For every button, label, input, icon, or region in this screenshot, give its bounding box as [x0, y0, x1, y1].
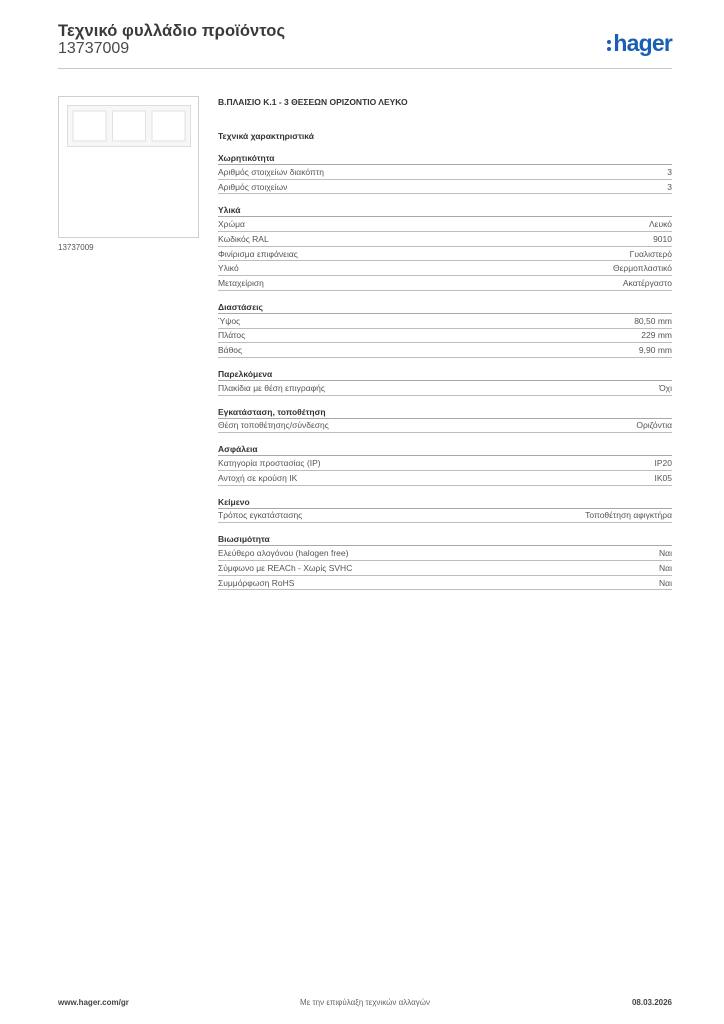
spec-row	[218, 180, 672, 195]
spec-row	[218, 217, 672, 232]
spec-label: Φινίρισμα επιφάνειας	[218, 248, 298, 259]
spec-label: Μεταχείριση	[218, 277, 264, 288]
spec-section	[218, 204, 672, 290]
frame-3-gang-image	[67, 105, 191, 147]
hager-logo	[607, 30, 672, 56]
spec-value: 9,90 mm	[638, 345, 672, 356]
spec-sections	[218, 152, 672, 590]
spec-value: 3	[667, 166, 672, 177]
product-name: Β.ΠΛΑΙΣΙΟ Κ.1 - 3 ΘΕΣΕΩΝ ΟΡΙΖΟΝΤΙΟ ΛΕΥΚΟ	[218, 97, 408, 107]
section-title: Χωρητικότητα	[218, 152, 672, 165]
spec-section	[218, 496, 672, 524]
spec-row	[218, 276, 672, 291]
spec-label: Πλακίδια με θέση επιγραφής	[218, 382, 325, 393]
spec-label: Κωδικός RAL	[218, 233, 269, 244]
spec-label: Θέση τοποθέτησης/σύνδεσης	[218, 420, 329, 431]
spec-section	[218, 406, 672, 434]
spec-section	[218, 368, 672, 396]
spec-label: Κατηγορία προστασίας (IP)	[218, 458, 321, 469]
section-title: Παρελκόμενα	[218, 368, 672, 381]
page-header	[58, 20, 672, 68]
section-title: Βιωσιμότητα	[218, 533, 672, 546]
logo-dots-icon	[607, 40, 611, 51]
spec-row	[218, 261, 672, 276]
spec-value: 9010	[653, 233, 672, 244]
spec-section	[218, 301, 672, 358]
spec-section	[218, 443, 672, 485]
spec-value: Οριζόντια	[636, 420, 672, 431]
spec-value: Ναι	[659, 562, 672, 573]
spec-label: Βάθος	[218, 345, 243, 356]
spec-label: Χρώμα	[218, 219, 245, 230]
spec-value: 80,50 mm	[634, 315, 672, 326]
spec-value: Ναι	[659, 577, 672, 588]
spec-row	[218, 471, 672, 486]
spec-value: Θερμοπλαστικό	[612, 263, 672, 274]
spec-value: 3	[667, 181, 672, 192]
footer-note: Με την επιφύλαξη τεχνικών αλλαγών	[300, 998, 430, 1007]
section-title: Διαστάσεις	[218, 301, 672, 314]
spec-row	[218, 546, 672, 561]
spec-row	[218, 456, 672, 471]
spec-value: Ναι	[659, 548, 672, 559]
spec-value: Όχι	[659, 382, 672, 393]
spec-row	[218, 509, 672, 524]
spec-row	[218, 343, 672, 358]
spec-value: 229 mm	[641, 330, 672, 341]
page-footer	[58, 998, 672, 1012]
spec-value: Ακατέργαστο	[622, 277, 672, 288]
spec-label: Υλικό	[218, 263, 239, 274]
spec-row	[218, 419, 672, 434]
spec-value: IP20	[654, 458, 672, 469]
spec-label: Συμμόρφωση RoHS	[218, 577, 295, 588]
document-title: Τεχνικό φυλλάδιο προϊόντος	[58, 22, 286, 40]
header-divider	[58, 68, 672, 69]
spec-label: Ύψος	[218, 315, 241, 326]
spec-row	[218, 165, 672, 180]
spec-section	[218, 152, 672, 194]
section-title: Υλικά	[218, 204, 672, 217]
spec-value: Τοποθέτηση αφιγκτήρα	[585, 510, 672, 521]
spec-row	[218, 232, 672, 247]
features-title: Τεχνικά χαρακτηριστικά	[218, 131, 314, 141]
logo-text: hager	[613, 30, 672, 56]
section-title: Κείμενο	[218, 496, 672, 509]
spec-row	[218, 561, 672, 576]
spec-row	[218, 329, 672, 344]
spec-content	[218, 96, 672, 590]
spec-row	[218, 381, 672, 396]
spec-value: Λευκό	[649, 219, 672, 230]
spec-label: Τρόπος εγκατάστασης	[218, 510, 303, 521]
image-caption: 13737009	[58, 243, 94, 252]
spec-label: Σύμφωνο με REACh - Χωρίς SVHC	[218, 562, 353, 573]
spec-label: Ελεύθερο αλογόνου (halogen free)	[218, 548, 349, 559]
spec-label: Αριθμός στοιχείων διακόπτη	[218, 166, 324, 177]
footer-date: 08.03.2026	[631, 998, 672, 1007]
website-link[interactable]: www.hager.com/gr	[58, 998, 129, 1007]
spec-label: Αντοχή σε κρούση IK	[218, 472, 298, 483]
product-code: 13737009	[58, 40, 130, 57]
section-title: Ασφάλεια	[218, 443, 672, 456]
product-image	[58, 96, 199, 238]
spec-value: Γυαλιστερό	[629, 248, 672, 259]
spec-label: Πλάτος	[218, 330, 246, 341]
spec-row	[218, 314, 672, 329]
spec-row	[218, 247, 672, 262]
spec-row	[218, 576, 672, 591]
spec-label: Αριθμός στοιχείων	[218, 181, 288, 192]
section-title: Εγκατάσταση, τοποθέτηση	[218, 406, 672, 419]
spec-value: IK05	[654, 472, 672, 483]
spec-section	[218, 533, 672, 590]
